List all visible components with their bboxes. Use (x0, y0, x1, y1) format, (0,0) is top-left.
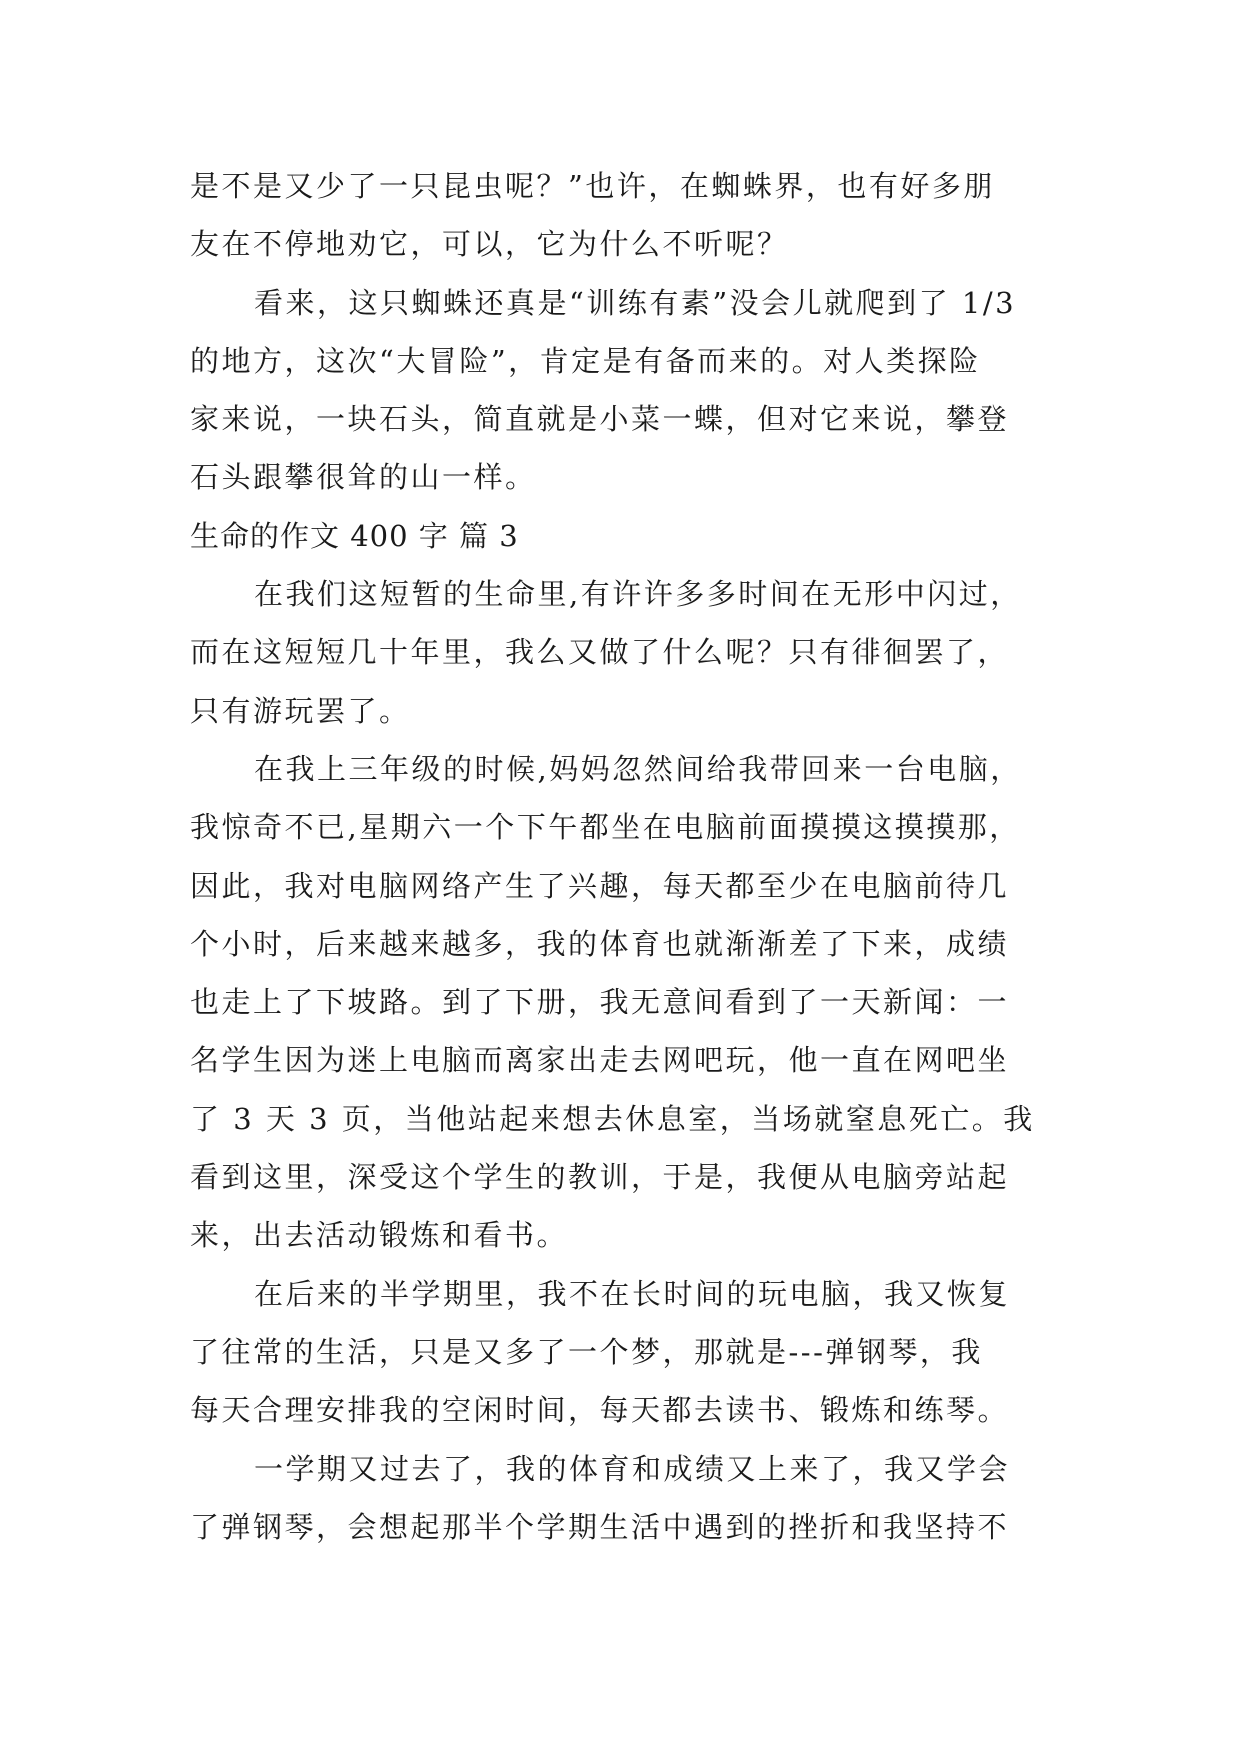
text-line: 在我们这短暂的生命里,有许许多多时间在无形中闪过， (254, 577, 1022, 612)
paragraph (190, 274, 1070, 507)
text-line: 了往常的生活，只是又多了一个梦，那就是---弹钢琴，我 (190, 1334, 983, 1369)
paragraph (190, 1440, 1070, 1557)
text-line: 我惊奇不已,星期六一个下午都坐在电脑前面摸摸这摸摸那， (190, 810, 1021, 845)
text-line: 因此，我对电脑网络产生了兴趣，每天都至少在电脑前待几 (190, 868, 1010, 903)
text-line: 名学生因为迷上电脑而离家出走去网吧玩，他一直在网吧坐 (190, 1043, 1010, 1078)
text-line: 每天合理安排我的空闲时间，每天都去读书、锻炼和练琴。 (190, 1393, 1010, 1428)
text-line: 了弹钢琴，会想起那半个学期生活中遇到的挫折和我坚持不 (190, 1509, 1010, 1544)
text-line: 在我上三年级的时候,妈妈忽然间给我带回来一台电脑， (254, 751, 1022, 786)
paragraph (190, 1265, 1070, 1440)
heading-text: 生命的作文 400 字 篇 3 (190, 518, 519, 553)
text-line: 在后来的半学期里，我不在长时间的玩电脑，我又恢复 (254, 1276, 1011, 1311)
text-line: 来，出去活动锻炼和看书。 (190, 1218, 569, 1253)
document-page (190, 157, 1070, 1556)
text-line: 家来说，一块石头，简直就是小菜一蝶，但对它来说，攀登 (190, 402, 1010, 437)
text-line: 一学期又过去了，我的体育和成绩又上来了，我又学会 (254, 1451, 1011, 1486)
section-heading (190, 507, 1070, 565)
text-line: 石头跟攀很耸的山一样。 (190, 460, 537, 495)
text-line: 看来，这只蜘蛛还真是“训练有素”没会儿就爬到了 1/3 (254, 285, 1017, 320)
text-line: 而在这短短几十年里，我么又做了什么呢？只有徘徊罢了， (190, 635, 1010, 670)
text-line: 只有游玩罢了。 (190, 693, 411, 728)
text-line: 的地方，这次“大冒险”，肯定是有备而来的。对人类探险 (190, 343, 981, 378)
paragraph (190, 565, 1070, 740)
paragraph (190, 157, 1070, 274)
paragraph (190, 740, 1070, 1265)
text-line: 也走上了下坡路。到了下册，我无意间看到了一天新闻：一 (190, 985, 1010, 1020)
text-line: 友在不停地劝它，可以，它为什么不听呢？ (190, 227, 789, 262)
text-line: 个小时，后来越来越多，我的体育也就渐渐差了下来，成绩 (190, 926, 1010, 961)
text-line: 看到这里，深受这个学生的教训，于是，我便从电脑旁站起 (190, 1160, 1010, 1195)
text-line: 了 3 天 3 页，当他站起来想去休息室，当场就窒息死亡。我 (190, 1101, 1035, 1136)
text-line: 是不是又少了一只昆虫呢？”也许，在蜘蛛界，也有好多朋 (190, 169, 995, 203)
